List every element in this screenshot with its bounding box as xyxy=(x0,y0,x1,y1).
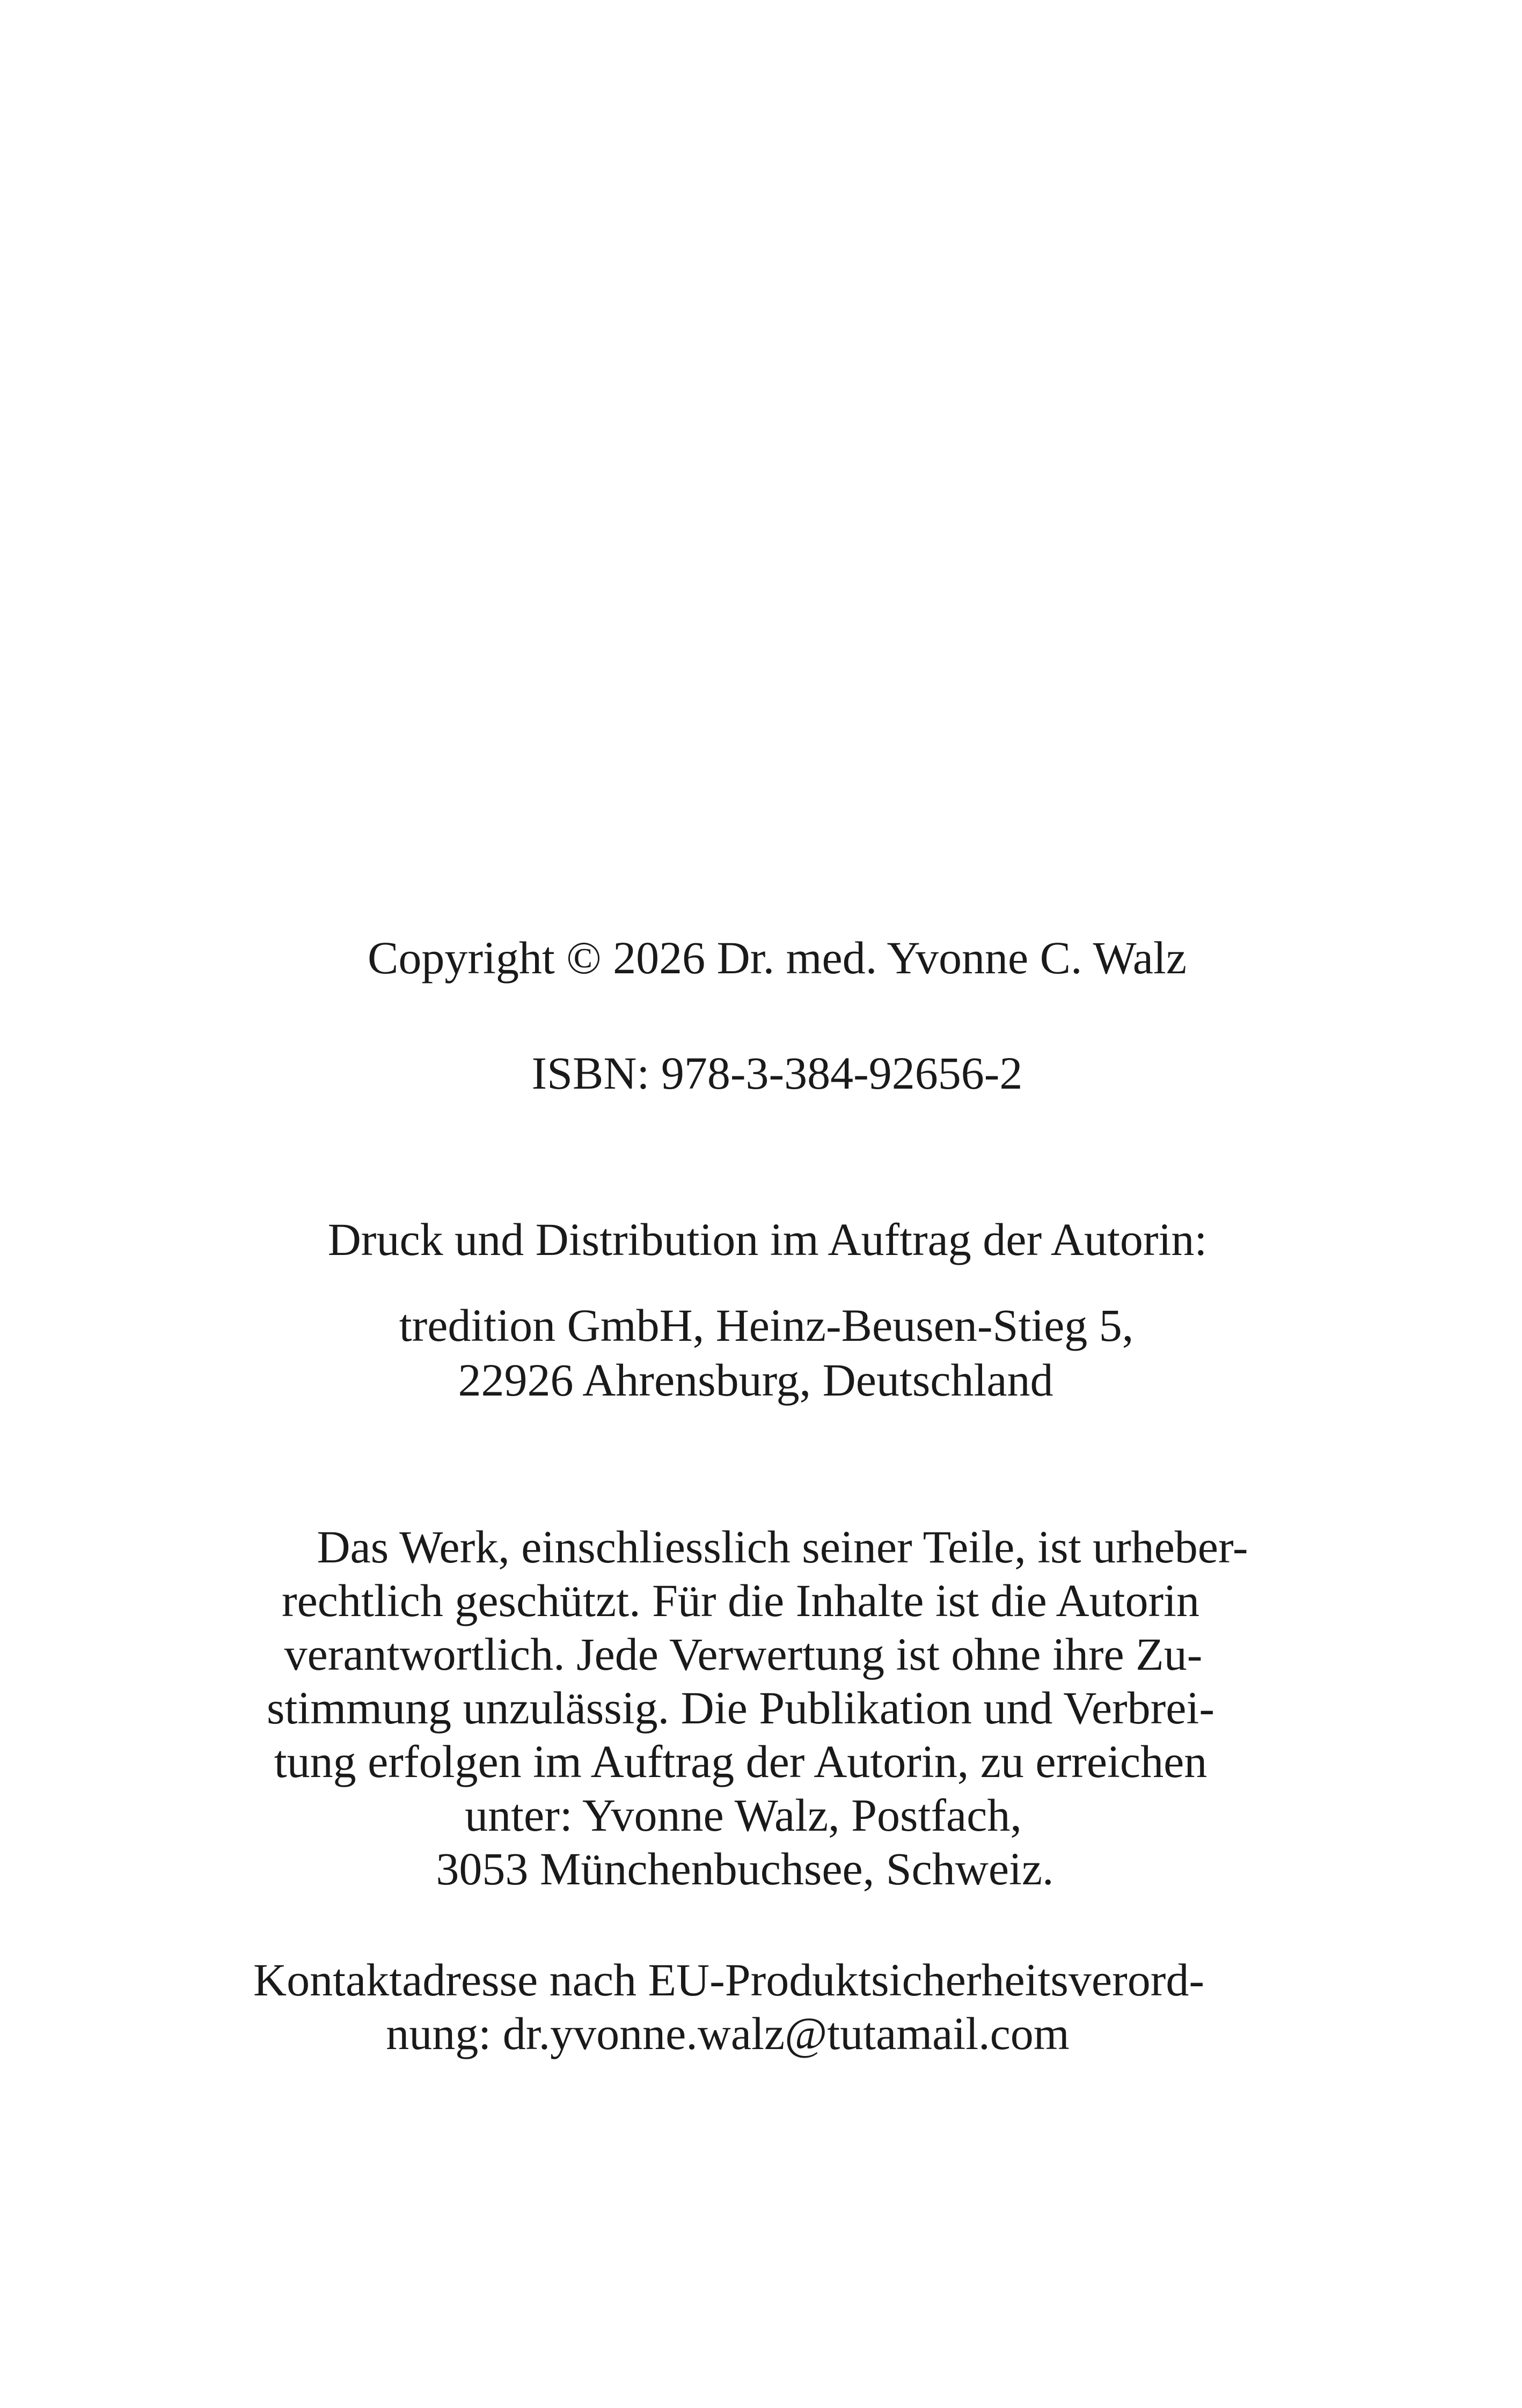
rights-notice-line-2: rechtlich geschützt. Für die Inhalte ist die Autorin xyxy=(281,1575,1199,1626)
contact-line-1: Kontaktadresse nach EU-Produktsicherheitsverord- xyxy=(253,1954,1204,2006)
rights-notice-line-4: stimmung unzulässig. Die Publikation und Verbrei- xyxy=(266,1682,1215,1734)
contact-email-link[interactable]: dr.yvonne.walz@tutamail.com xyxy=(502,2008,1070,2059)
contact-line-2 xyxy=(0,2007,1489,2060)
distributor-address-line-1: tredition GmbH, Heinz-Beusen-Stieg 5, xyxy=(399,1300,1134,1351)
distribution-heading: Druck und Distribution im Auftrag der Autorin: xyxy=(327,1214,1208,1265)
rights-notice-line-5: tung erfolgen im Auftrag der Autorin, zu erreichen xyxy=(274,1736,1208,1787)
copyright-line: Copyright © 2026 Dr. med. Yvonne C. Walz xyxy=(368,932,1187,983)
contact-prefix: nung: xyxy=(386,2008,503,2059)
distributor-address-line-2: 22926 Ahrensburg, Deutschland xyxy=(458,1354,1053,1406)
rights-notice-line-3: verantwortlich. Jede Verwertung ist ohne ihre Zu- xyxy=(284,1628,1203,1680)
rights-notice-line-7: 3053 Münchenbuchsee, Schweiz. xyxy=(436,1843,1054,1895)
isbn-line: ISBN: 978-3-384-92656-2 xyxy=(531,1047,1023,1099)
rights-notice-line-6: unter: Yvonne Walz, Postfach, xyxy=(465,1789,1022,1841)
rights-notice-line-1: Das Werk, einschliesslich seiner Teile, ist urheber- xyxy=(317,1521,1248,1573)
